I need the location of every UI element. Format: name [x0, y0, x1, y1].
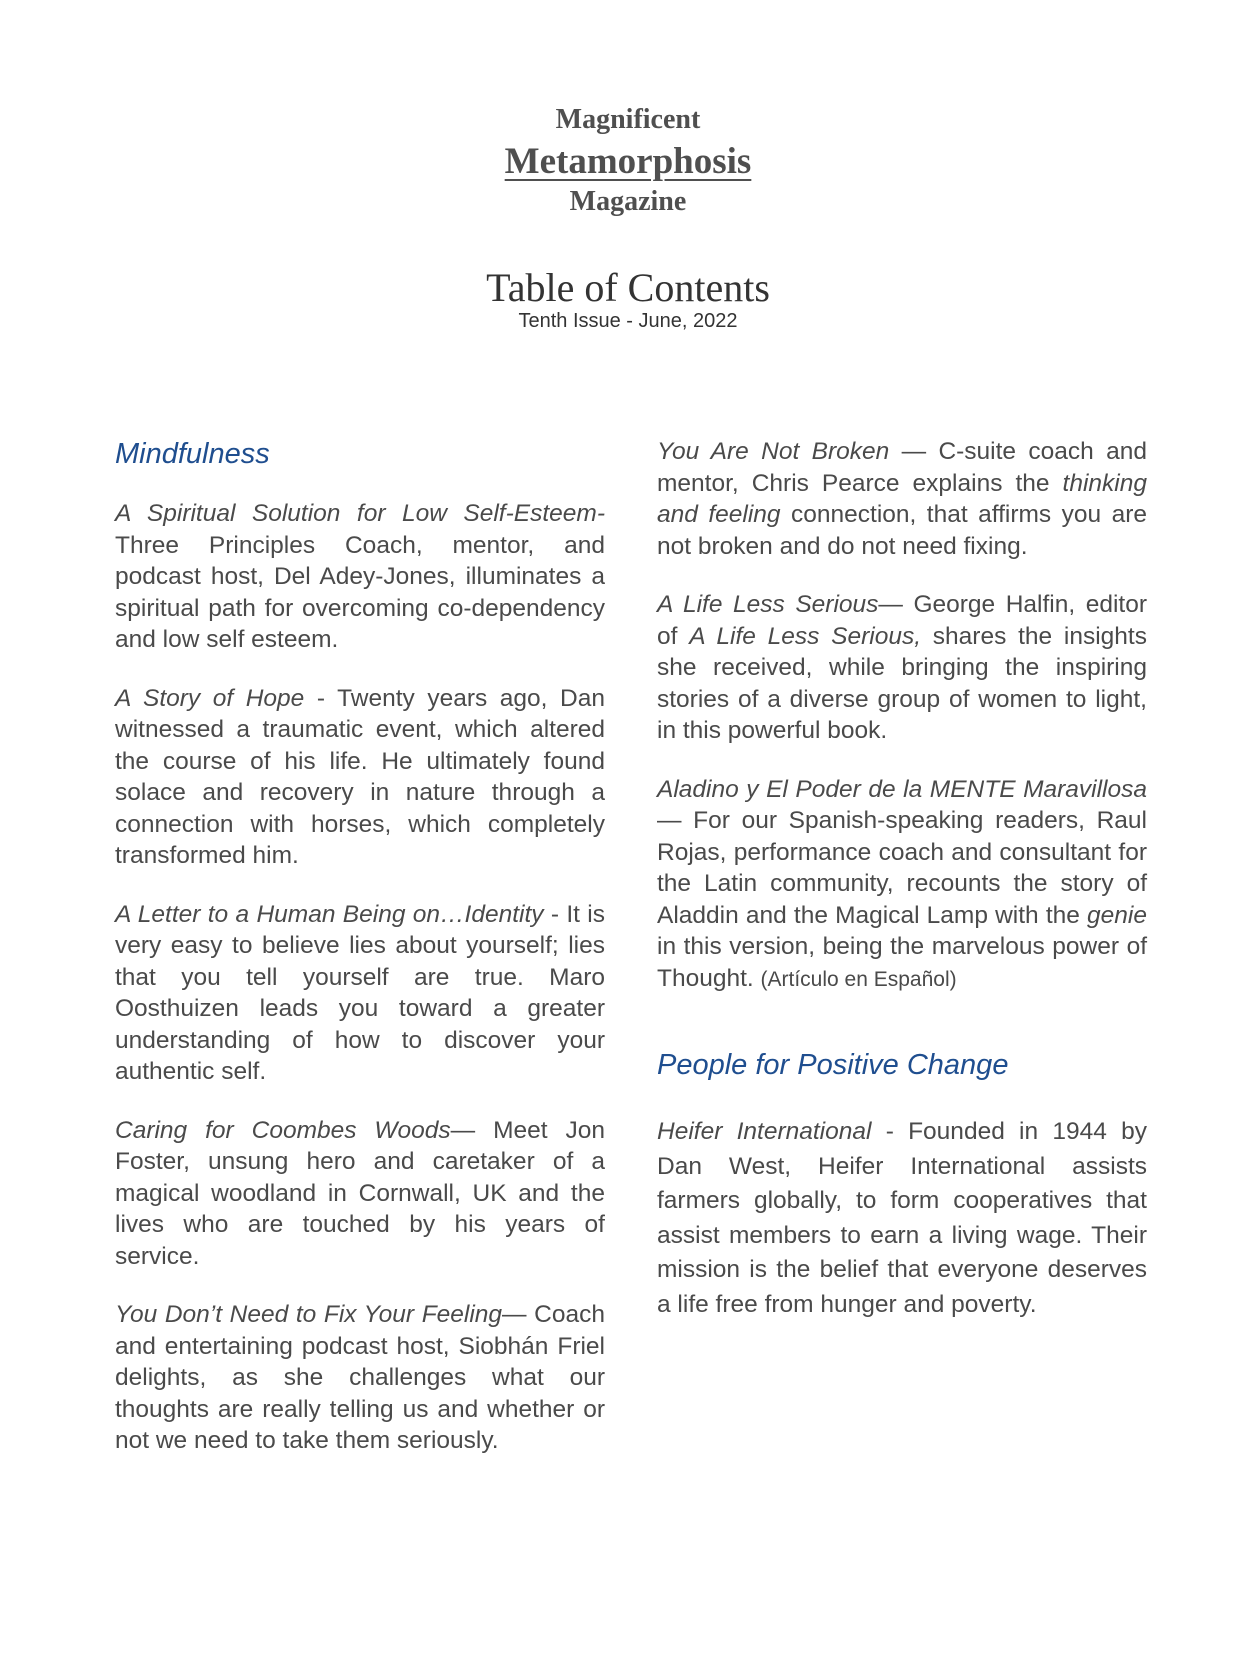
toc-entry[interactable]: [115, 1299, 605, 1457]
toc-entry[interactable]: [115, 498, 605, 656]
entry-description: — George Halfin, editor of: [657, 591, 1147, 650]
toc-entry[interactable]: [657, 589, 1147, 747]
entry-description: connection, that affirms you are not broken and do not need fixing.: [657, 501, 1147, 560]
entry-title[interactable]: A Spiritual Solution for Low Self-Esteem-: [115, 500, 605, 527]
entry-description: - It is very easy to believe lies about yourself; lies that you tell yourself are true. Maro Oosthuizen leads you toward a greater understanding of how to discover your authentic self.: [115, 900, 605, 1085]
section-heading-people-for-positive-change: People for Positive Change: [657, 1049, 1009, 1081]
toc-entry[interactable]: [657, 774, 1147, 996]
entry-title[interactable]: You Don’t Need to Fix Your Feeling: [115, 1301, 503, 1328]
right-column: [657, 436, 1147, 1322]
entry-emphasis: thinking and feeling: [657, 469, 1147, 528]
entry-description: - Twenty years ago, Dan witnessed a traumatic event, which altered the course of his life. He ultimately found solace and recovery in nature through a connection with horses, which completely transformed him.: [115, 684, 605, 869]
issue-subtitle: Tenth Issue - June, 2022: [518, 310, 738, 332]
entry-description: — C-suite coach and mentor, Chris Pearce explains the: [657, 438, 1147, 497]
masthead-title: Metamorphosis: [504, 141, 752, 182]
toc-entry[interactable]: [115, 1115, 605, 1273]
entry-emphasis: A Life Less Serious,: [689, 622, 922, 650]
entry-title[interactable]: A Letter to a Human Being on…Identity: [115, 900, 544, 928]
entry-title[interactable]: Aladino y El Poder de la MENTE Maravillosa: [657, 775, 1147, 803]
entry-title[interactable]: You Are Not Broken: [657, 438, 890, 465]
left-column: [115, 436, 605, 1457]
entry-description: in this version, being the marvelous power of Thought.: [657, 933, 1147, 992]
entry-title[interactable]: A Story of Hope: [115, 684, 305, 712]
entry-description: Three Principles Coach, mentor, and podcast host, Del Adey-Jones, illuminates a spiritual path for overcoming co-dependency and low self esteem.: [115, 531, 605, 653]
toc-entry[interactable]: [657, 1115, 1147, 1322]
entry-description: - Founded in 1944 by Dan West, Heifer International assists farmers globally, to form cooperatives that assist members to earn a living wage. Their mission is the belief that everyone deserves a life free from hunger and poverty.: [657, 1118, 1147, 1318]
language-note: (Artículo en Español): [760, 967, 957, 991]
entry-emphasis: genie: [1087, 901, 1147, 929]
entry-title[interactable]: Heifer International: [657, 1118, 872, 1145]
page-title: Table of Contents: [486, 265, 770, 310]
toc-entry[interactable]: [657, 436, 1147, 562]
toc-entry[interactable]: [115, 899, 605, 1088]
entry-title[interactable]: A Life Less Serious: [657, 591, 879, 618]
entry-description: shares the insights she received, while bringing the inspiring stories of a diverse group of women to light, in this powerful book.: [657, 622, 1147, 744]
toc-entry[interactable]: [115, 683, 605, 872]
entry-description: — Coach and entertaining podcast host, Siobhán Friel delights, as she challenges what our thoughts are really telling us and whether or not we need to take them seriously.: [115, 1301, 605, 1454]
masthead-line-metamorphosis: [0, 140, 1256, 183]
entry-description: — Meet Jon Foster, unsung hero and caretaker of a magical woodland in Cornwall, UK and the lives who are touched by his years of service.: [115, 1116, 605, 1270]
entry-title[interactable]: Caring for Coombes Woods: [115, 1116, 451, 1144]
entry-description: — For our Spanish-speaking readers, Raul Rojas, performance coach and consultant for the Latin community, recounts the story of Aladdin and the Magical Lamp with the: [657, 807, 1147, 929]
masthead-line-magazine: Magazine: [569, 186, 687, 217]
section-heading-mindfulness: Mindfulness: [115, 438, 270, 470]
masthead-line-magnificent: Magnificent: [555, 104, 701, 135]
